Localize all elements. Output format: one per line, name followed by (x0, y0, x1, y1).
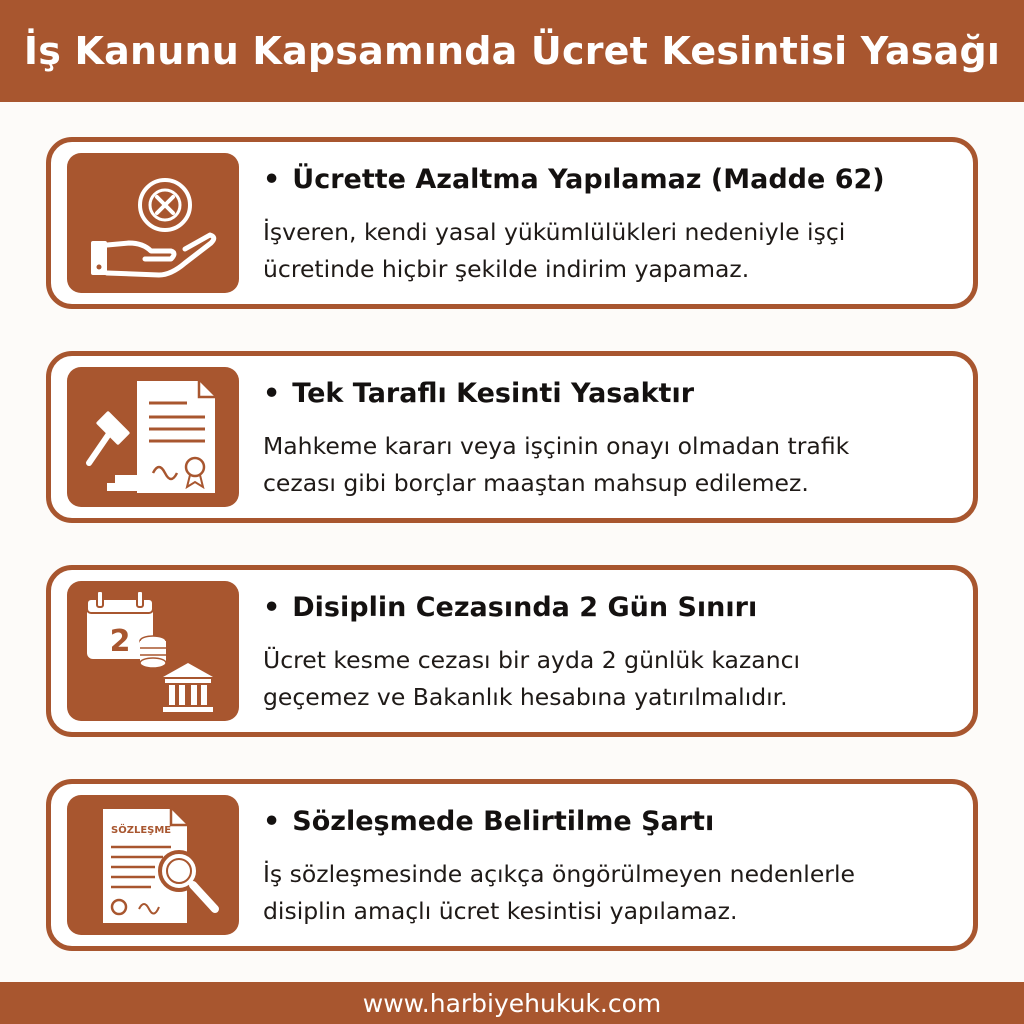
page-title: İş Kanunu Kapsamında Ücret Kesintisi Yasağı (23, 29, 1001, 73)
card-line: Mahkeme kararı veya işçinin onayı olmadan trafik (263, 432, 850, 460)
card-line: Ücret kesme cezası bir ayda 2 günlük kazancı (263, 646, 801, 674)
card-discipline-limit (46, 565, 978, 737)
contract-label: SÖZLEŞME (111, 825, 172, 836)
card-wage-reduction (46, 137, 978, 309)
card-description (263, 428, 963, 502)
card-description (263, 214, 963, 288)
footer-banner (0, 982, 1024, 1024)
contract-magnifier-icon (67, 795, 239, 935)
calendar-number: 2 (109, 624, 131, 659)
card-unilateral-deduction (46, 351, 978, 523)
bullet-icon: • (263, 164, 281, 195)
bullet-icon: • (263, 806, 281, 837)
card-line: disiplin amaçlı ücret kesintisi yapılamaz. (263, 897, 738, 925)
card-line: cezası gibi borçlar maaştan mahsup edilemez. (263, 469, 809, 497)
card-line: İşveren, kendi yasal yükümlülükleri nedeniyle işçi (263, 218, 846, 246)
bullet-icon: • (263, 592, 281, 623)
card-title: • Disiplin Cezasında 2 Gün Sınırı (263, 592, 758, 623)
calendar-coins-bank-icon (67, 581, 239, 721)
hand-with-cancel-icon (67, 153, 239, 293)
card-line: geçemez ve Bakanlık hesabına yatırılmalıdır. (263, 683, 788, 711)
card-line: İş sözleşmesinde açıkça öngörülmeyen nedenlerle (263, 860, 855, 888)
bullet-icon: • (263, 378, 281, 409)
card-line: ücretinde hiçbir şekilde indirim yapamaz. (263, 255, 750, 283)
gavel-document-icon (67, 367, 239, 507)
card-title: • Sözleşmede Belirtilme Şartı (263, 806, 715, 837)
card-description (263, 642, 963, 716)
card-contract-requirement (46, 779, 978, 951)
card-title: • Ücrette Azaltma Yapılamaz (Madde 62) (263, 164, 885, 195)
header-banner (0, 0, 1024, 102)
card-description (263, 856, 963, 930)
card-title: • Tek Taraflı Kesinti Yasaktır (263, 378, 695, 409)
website-link[interactable]: www.harbiyehukuk.com (362, 988, 662, 1018)
